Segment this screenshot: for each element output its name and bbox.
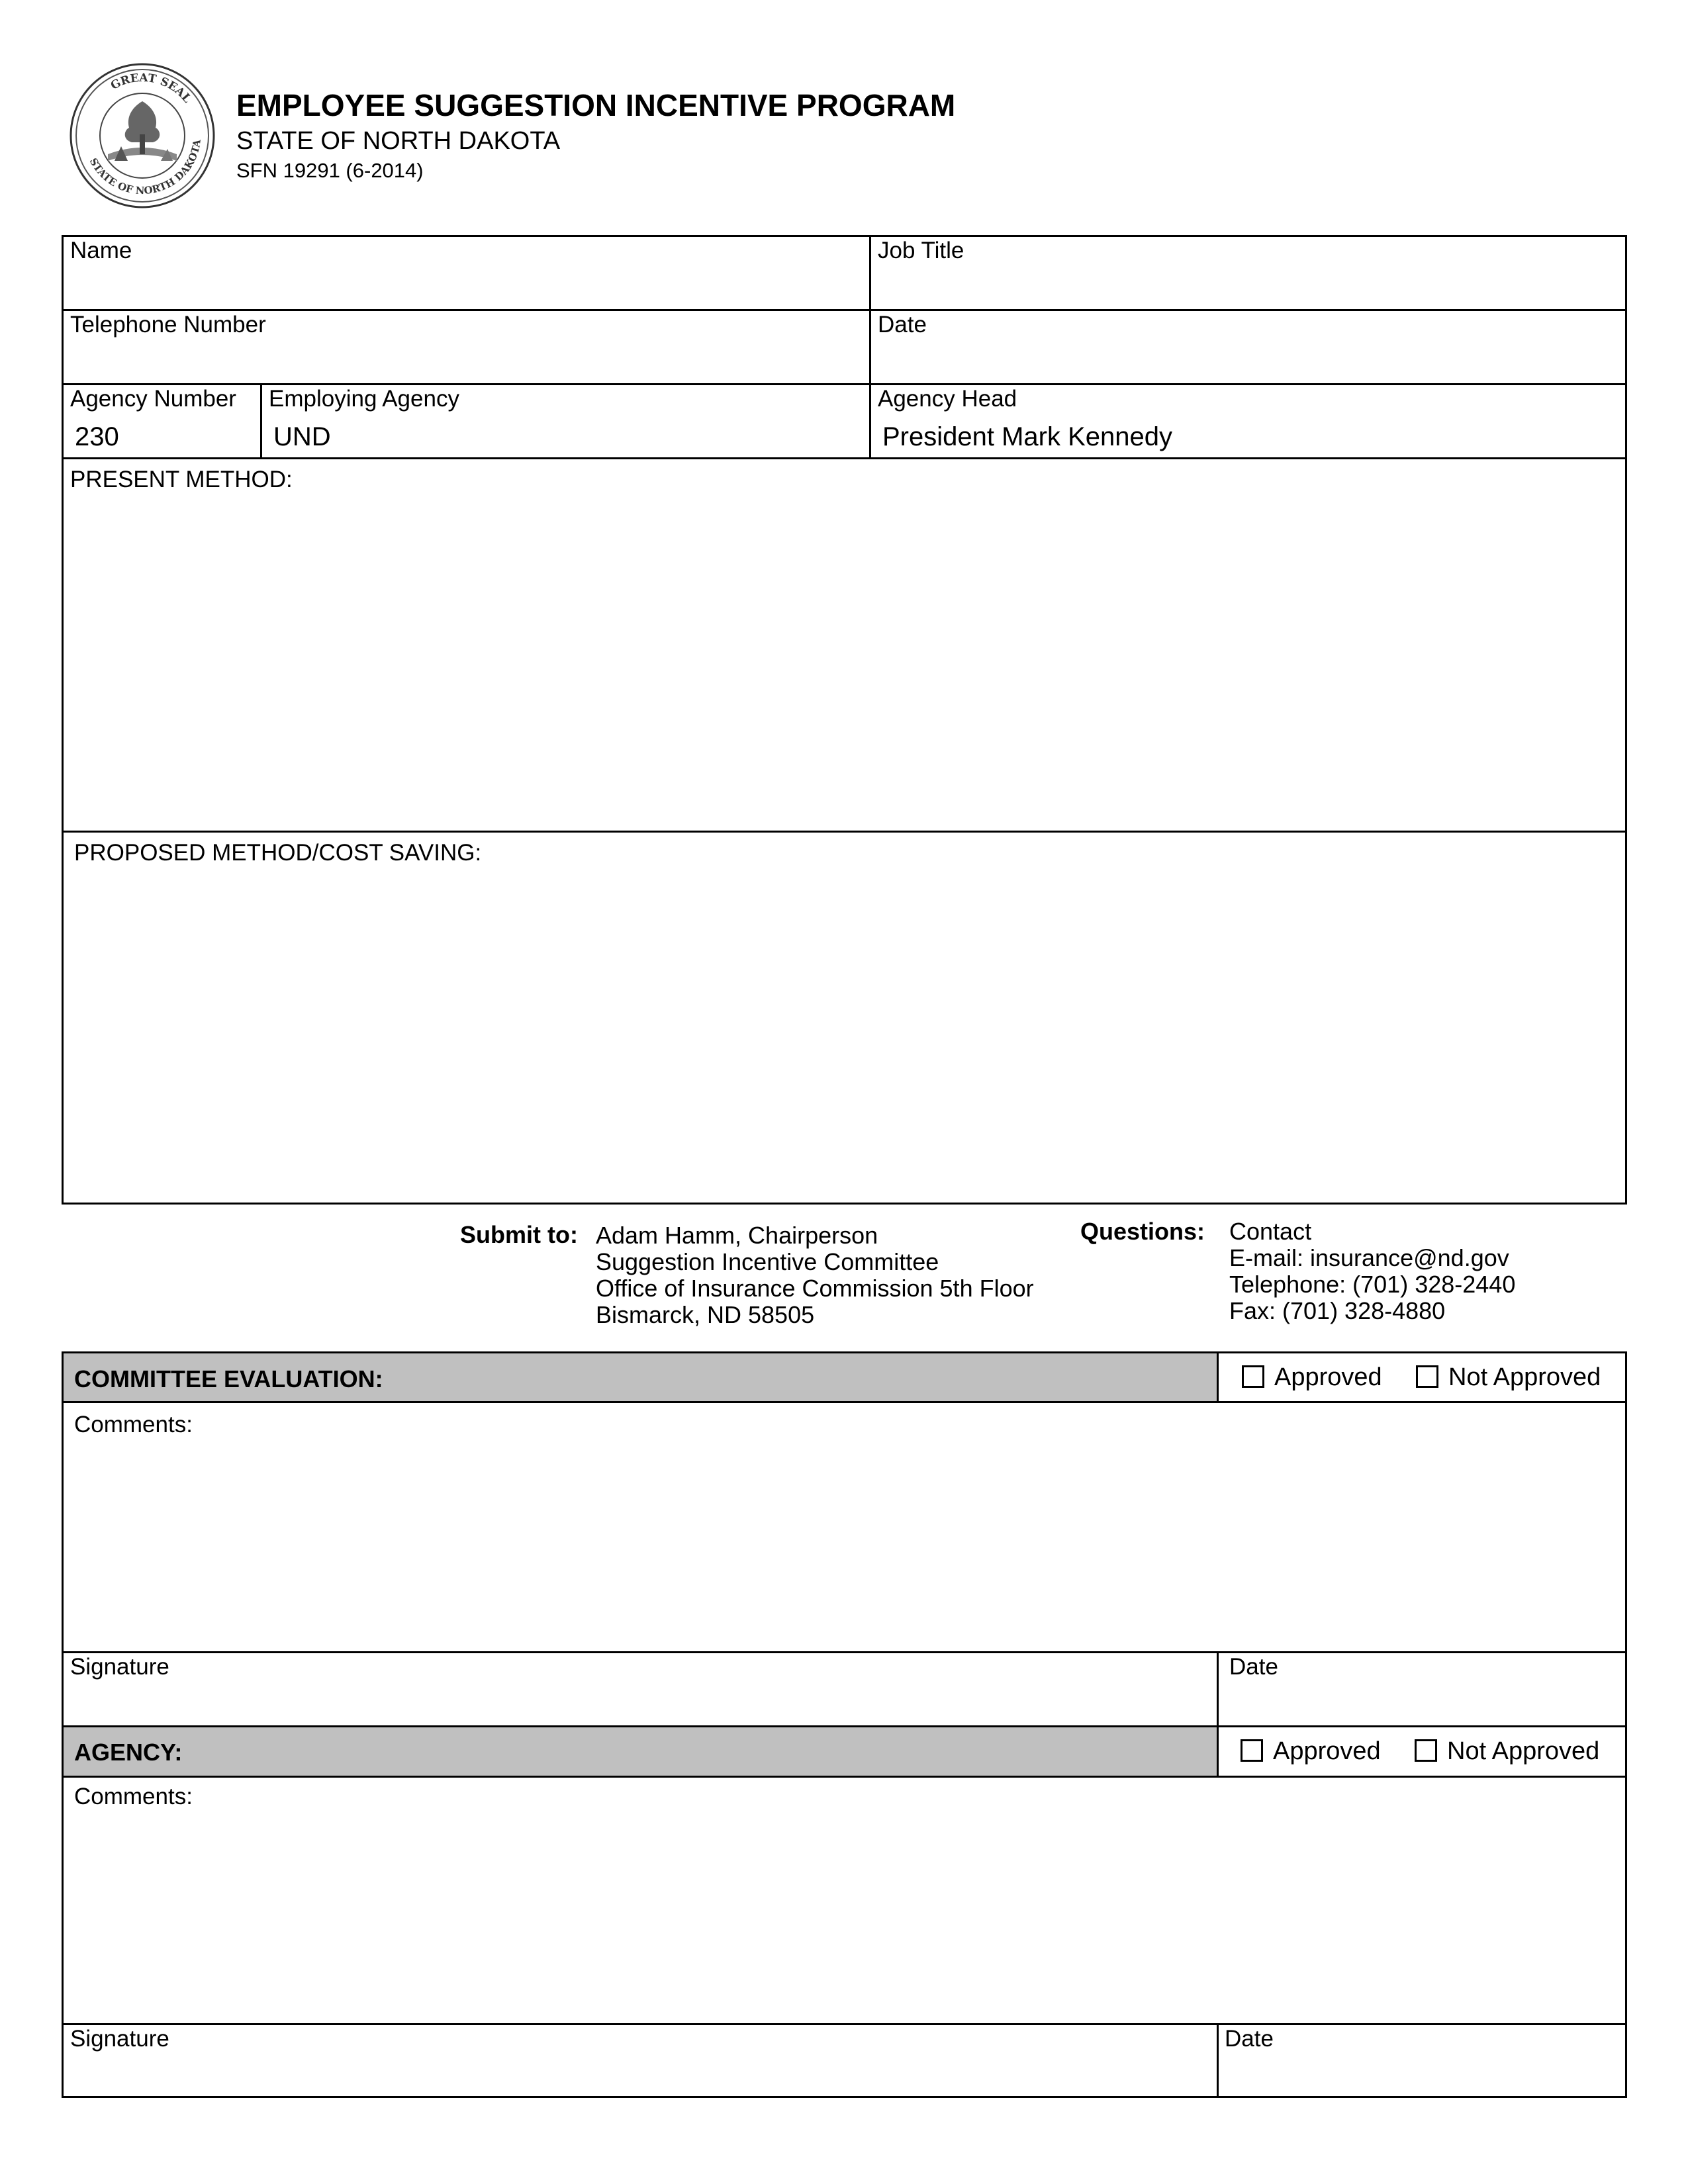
proposed-method-label: PROPOSED METHOD/COST SAVING:	[74, 840, 482, 866]
questions-label: Questions:	[1080, 1218, 1205, 1245]
contact-line: Contact	[1229, 1218, 1312, 1245]
employing-agency-field[interactable]: UND	[273, 422, 331, 451]
present-method-field[interactable]	[64, 496, 1625, 827]
committee-comments-label: Comments:	[74, 1412, 193, 1437]
committee-comments-field[interactable]	[64, 1441, 1625, 1649]
agency-approved-label: Approved	[1273, 1737, 1381, 1765]
agency-head-label: Agency Head	[878, 386, 1017, 412]
contact-email[interactable]: E-mail: insurance@nd.gov	[1229, 1244, 1509, 1271]
form-number: SFN 19291 (6-2014)	[236, 159, 424, 182]
telephone-label: Telephone Number	[70, 312, 266, 338]
committee-date-label: Date	[1229, 1654, 1278, 1680]
agency-signature-field[interactable]	[64, 2053, 1215, 2095]
proposed-method-field[interactable]	[64, 870, 1625, 1201]
agency-date-label: Date	[1225, 2026, 1274, 2052]
present-method-label: PRESENT METHOD:	[70, 467, 293, 492]
agency-heading: AGENCY:	[74, 1739, 183, 1766]
agency-comments-label: Comments:	[74, 1784, 193, 1809]
state-name: STATE OF NORTH DAKOTA	[236, 127, 561, 155]
committee-approved-checkbox[interactable]	[1242, 1365, 1264, 1388]
agency-approved-checkbox[interactable]	[1241, 1739, 1263, 1762]
agency-comments-field[interactable]	[64, 1813, 1625, 2021]
employing-agency-label: Employing Agency	[269, 386, 459, 412]
great-seal-logo	[68, 62, 216, 210]
agency-not-approved-label: Not Approved	[1447, 1737, 1600, 1765]
committee-date-field[interactable]	[1219, 1681, 1625, 1723]
committee-signature-field[interactable]	[64, 1681, 1215, 1723]
date-field[interactable]	[871, 339, 1625, 381]
submit-address	[596, 1222, 1034, 1328]
name-label: Name	[70, 238, 132, 263]
name-field[interactable]	[64, 265, 867, 307]
agency-signature-label: Signature	[70, 2026, 169, 2052]
agency-date-field[interactable]	[1219, 2053, 1625, 2095]
contact-telephone: Telephone: (701) 328-2440	[1229, 1271, 1516, 1298]
job-title-field[interactable]	[871, 265, 1625, 307]
form-title: EMPLOYEE SUGGESTION INCENTIVE PROGRAM	[236, 88, 956, 122]
committee-not-approved-label: Not Approved	[1448, 1363, 1601, 1391]
agency-not-approved-checkbox[interactable]	[1415, 1739, 1437, 1762]
svg-text:GREAT SEAL: GREAT SEAL	[109, 71, 194, 106]
contact-fax: Fax: (701) 328-4880	[1229, 1297, 1446, 1324]
agency-head-field[interactable]: President Mark Kennedy	[882, 422, 1173, 451]
submit-to-label: Submit to:	[460, 1221, 578, 1248]
agency-number-label: Agency Number	[70, 386, 236, 412]
svg-text:STATE OF NORTH DAKOTA: STATE OF NORTH DAKOTA	[87, 138, 203, 197]
submit-line: Adam Hamm, Chairperson	[596, 1222, 878, 1249]
submit-line: Suggestion Incentive Committee	[596, 1248, 939, 1275]
questions-contact	[1229, 1218, 1515, 1324]
committee-not-approved-checkbox[interactable]	[1416, 1365, 1438, 1388]
telephone-field[interactable]	[64, 339, 867, 381]
submit-line: Bismarck, ND 58505	[596, 1301, 815, 1328]
submit-line: Office of Insurance Commission 5th Floor	[596, 1275, 1034, 1302]
agency-number-field[interactable]: 230	[75, 422, 119, 451]
committee-evaluation-heading: COMMITTEE EVALUATION:	[74, 1365, 383, 1392]
job-title-label: Job Title	[878, 238, 964, 263]
date-label: Date	[878, 312, 927, 338]
committee-approved-label: Approved	[1274, 1363, 1382, 1391]
committee-signature-label: Signature	[70, 1654, 169, 1680]
